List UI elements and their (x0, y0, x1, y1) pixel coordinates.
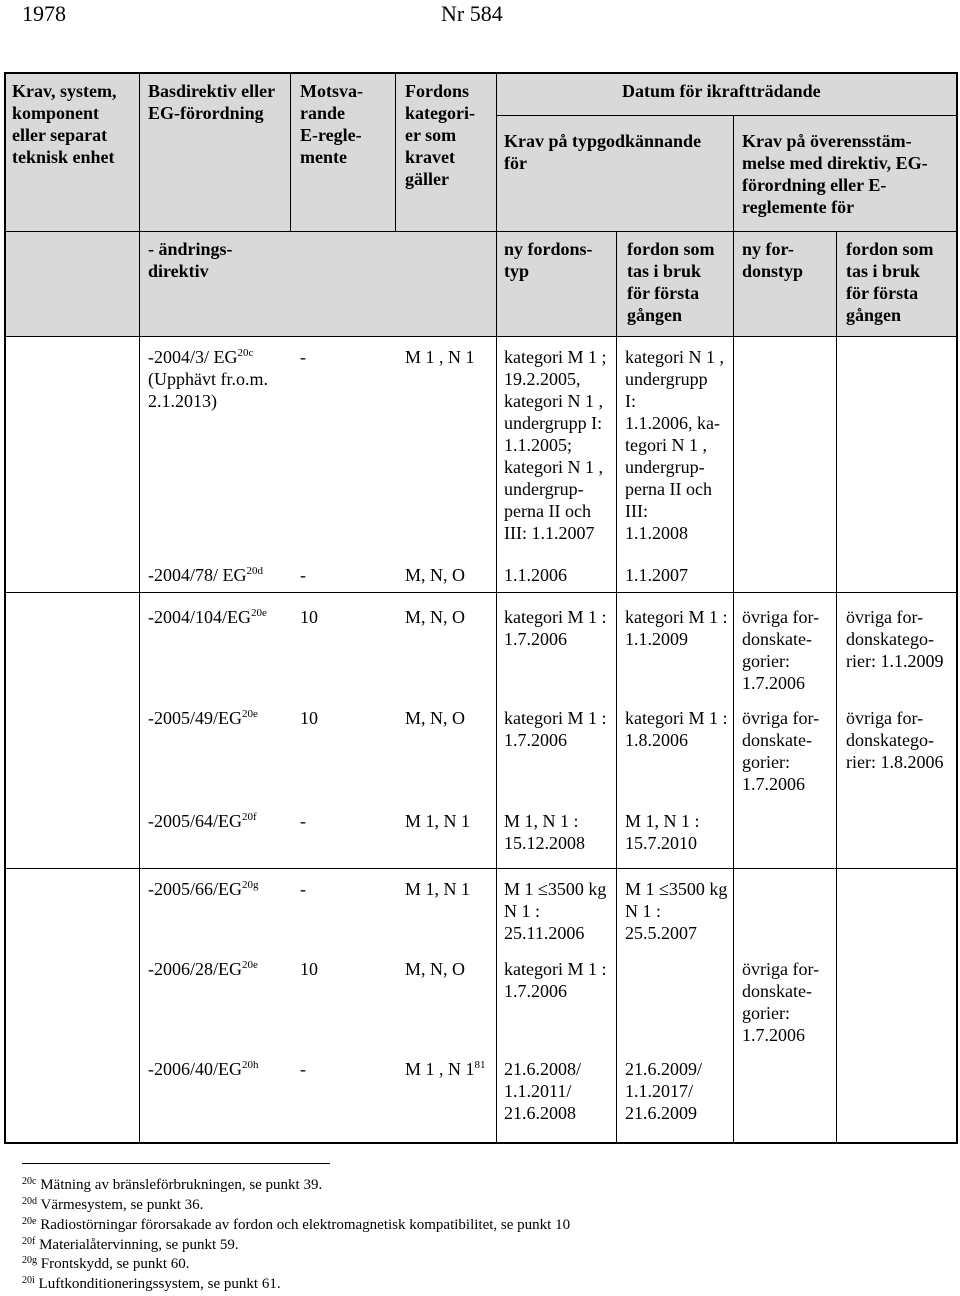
footnote-20g: $^{20g}$ Frontskydd, se punkt 60. (22, 1255, 190, 1272)
header-fordon-i-bruk: fordon som tas i bruk för första gången (627, 239, 715, 325)
page-number: Nr 584 (441, 1, 503, 26)
row-2006-40-i-bruk: 21.6.2009/ 1.1.2017/ 21.6.2009 (625, 1059, 703, 1123)
row-2006-28-overens-ny: övriga for- donskate- gorier: 1.7.2006 (742, 959, 820, 1045)
row-2004-104-overens-ny: övriga for- donskate- gorier: 1.7.2006 (742, 607, 820, 693)
row-2005-66-ny-typ: M 1 ≤3500 kg N 1 : 25.11.2006 (504, 879, 607, 943)
row-2006-28-reglemente: 10 (300, 959, 318, 979)
row-2004-3-reglemente: - (300, 347, 306, 367)
header-andringsdirektiv: - ändrings- direktiv (148, 239, 233, 281)
row-2004-104-reglemente: 10 (300, 607, 318, 627)
row-2004-104-directive: $-2004/104/EG^{20e}$ (148, 607, 267, 627)
row-2005-64-ny-typ: M 1, N 1 : 15.12.2008 (504, 811, 585, 853)
header-col-basdirektiv: Basdirektiv eller EG-förordning (148, 81, 276, 123)
row-2005-64-i-bruk: M 1, N 1 : 15.7.2010 (625, 811, 700, 853)
row-2005-66-categories: M 1, N 1 (405, 879, 471, 899)
row-2005-49-reglemente: 10 (300, 708, 318, 728)
page-year: 1978 (22, 1, 66, 26)
header-datum: Datum för ikraftträdande (622, 81, 821, 101)
row-2006-40-directive: $-2006/40/EG^{20h}$ (148, 1059, 259, 1079)
row-2004-78-ny-typ: 1.1.2006 (504, 565, 567, 585)
row-2005-66-reglemente: - (300, 879, 306, 899)
row-2004-104-i-bruk: kategori M 1 : 1.1.2009 (625, 607, 728, 649)
footnote-20f: $^{20f}$ Materialåtervinning, se punkt 59. (22, 1236, 239, 1253)
header-col-kategorier: Fordons kategori- er som kravet gäller (405, 81, 475, 189)
row-2005-49-i-bruk: kategori M 1 : 1.8.2006 (625, 708, 728, 750)
row-2004-104-overens-bruk: övriga for- donskatego- rier: 1.1.2009 (846, 607, 944, 671)
row-2005-49-overens-bruk: övriga for- donskatego- rier: 1.8.2006 (846, 708, 944, 772)
footnote-20c: $^{20c}$ Mätning av bränsleförbrukningen, se punkt 39. (22, 1176, 323, 1193)
footnote-20d: $^{20d}$ Värmesystem, se punkt 36. (22, 1196, 204, 1213)
row-2006-40-ny-typ: 21.6.2008/ 1.1.2011/ 21.6.2008 (504, 1059, 582, 1123)
row-2004-3-directive: -2004/3/ $EG^{20c}$ (Upphävt fr.o.m. 2.1.2013) (148, 347, 268, 411)
row-2004-104-categories: M, N, O (405, 607, 466, 627)
row-2004-78-i-bruk: 1.1.2007 (625, 565, 688, 585)
row-2006-40-categories: M 1 , N $1^{81}$ (405, 1059, 486, 1079)
row-2004-3-i-bruk: kategori N 1 , undergrupp I: 1.1.2006, ka- tegori N 1 , undergrup- perna II och III: 1.1.2008 (625, 347, 724, 543)
row-2005-64-directive: $-2005/64/EG^{20f}$ (148, 811, 257, 831)
footnote-20e: $^{20e}$ Radiostörningar förorsakade av fordon och elektromagnetisk kompatibilitet, se punkt 10 (22, 1216, 571, 1233)
row-2004-3-categories: M 1 , N 1 (405, 347, 475, 367)
row-2005-49-overens-ny: övriga for- donskate- gorier: 1.7.2006 (742, 708, 820, 794)
header-col-system: Krav, system, komponent eller separat teknisk enhet (12, 81, 117, 167)
header-overensstammelse: Krav på överensstäm- melse med direktiv, EG- förordning eller E- reglemente för (742, 131, 928, 217)
header-col-reglemente: Motsva- rande E-regle- mente (300, 81, 363, 167)
row-2004-78-directive: -2004/78/ $EG^{20d}$ (148, 565, 263, 585)
row-2005-66-directive: $-2005/66/EG^{20g}$ (148, 879, 259, 899)
row-2006-40-reglemente: - (300, 1059, 306, 1079)
footnote-20i: $^{20i}$ Luftkonditioneringssystem, se punkt 61. (22, 1275, 281, 1292)
row-2004-104-ny-typ: kategori M 1 : 1.7.2006 (504, 607, 607, 649)
row-2005-49-directive: $-2005/49/EG^{20e}$ (148, 708, 258, 728)
header-fordon-i-bruk-2: fordon som tas i bruk för första gången (846, 239, 934, 325)
row-2006-28-directive: $-2006/28/EG^{20e}$ (148, 959, 258, 979)
row-2005-49-categories: M, N, O (405, 708, 466, 728)
header-ny-fordonstyp-2: ny for- donstyp (742, 239, 804, 281)
row-2005-64-categories: M 1, N 1 (405, 811, 471, 831)
row-2005-66-i-bruk: M 1 ≤3500 kg N 1 : 25.5.2007 (625, 879, 728, 943)
row-2005-49-ny-typ: kategori M 1 : 1.7.2006 (504, 708, 607, 750)
row-2004-3-ny-typ: kategori M 1 ; 19.2.2005, kategori N 1 , undergrupp I: 1.1.2005; kategori N 1 , undergrup- perna II och III: 1.1.2007 (504, 347, 607, 543)
row-2006-28-categories: M, N, O (405, 959, 466, 979)
row-2005-64-reglemente: - (300, 811, 306, 831)
row-2004-78-reglemente: - (300, 565, 306, 585)
row-2004-78-categories: M, N, O (405, 565, 466, 585)
header-ny-fordonstyp: ny fordons- typ (504, 239, 593, 281)
footnote-rule (22, 1163, 330, 1164)
row-2006-28-ny-typ: kategori M 1 : 1.7.2006 (504, 959, 607, 1001)
header-typgodkannande: Krav på typgodkännande för (504, 131, 702, 173)
